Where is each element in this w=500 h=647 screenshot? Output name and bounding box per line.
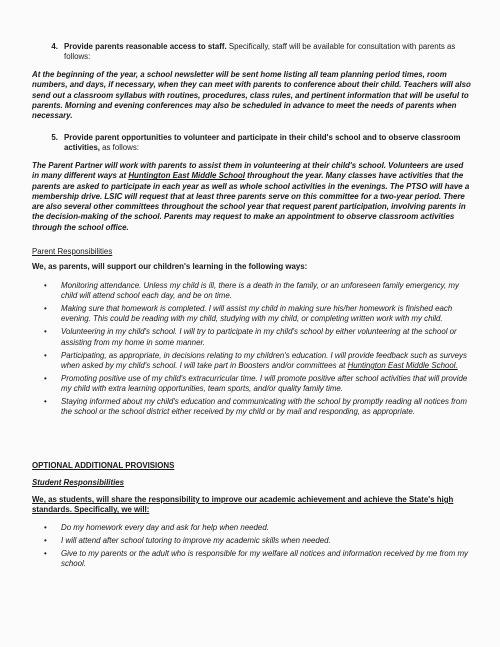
list-item: • Promoting positive use of my child's extracurricular time. I will promote positive after school activities that will provide my child with extra learning opportunities, team sports, and/or quality family time.	[44, 373, 468, 394]
item-4-heading: Provide parents reasonable access to staff.	[64, 42, 227, 51]
school-name: Huntington East Middle School	[128, 171, 245, 181]
bullet-icon: •	[44, 373, 47, 383]
item-5-rest: as follows:	[99, 143, 139, 153]
optional-provisions-heading: OPTIONAL ADDITIONAL PROVISIONS	[32, 461, 175, 470]
parent-responsibilities-list	[32, 281, 472, 420]
parent-responsibilities-intro: We, as parents, will support our children's learning in the following ways:	[32, 262, 308, 271]
access-paragraph: At the beginning of the year, a school newsletter will be sent home listing all team planning period times, room numbers, and days, if necessary, when they can meet with parents to conference about their child. Teachers will also send out a classroom syllabus with routines, procedures, class rules, and pertinent information that will be useful to parents. Morning and evening conferences may also be scheduled in advance to meet the needs of parents when necessary.	[32, 70, 471, 121]
list-item: • Making sure that homework is completed. I will assist my child in making sure his/her homework is finished each evening. This could be reading with my child, studying with my child, or completing written work with my child.	[44, 304, 453, 324]
item-4-rest: Specifically, staff will be available for consultation with parents as follows:	[64, 42, 456, 62]
bullet-icon: •	[44, 304, 47, 314]
bullet-icon: •	[44, 281, 47, 290]
school-name: Huntington East Middle School.	[347, 360, 458, 370]
parent-responsibilities-heading: Parent Responsibilities	[32, 247, 113, 256]
bullet-icon: •	[44, 523, 47, 532]
list-item: • Monitoring attendance. Unless my child is ill, there is a death in the family, or an unforeseen family emergency, my child will attend school each day, and be on time.	[44, 281, 459, 301]
item-5	[32, 133, 472, 154]
bullet-icon: •	[44, 350, 47, 360]
list-item: • Volunteering in my child's school. I will try to participate in my child's school by either volunteering at the school or assisting from my home in some manner.	[44, 327, 457, 347]
student-responsibilities-intro: We, as students, will share the responsibility to improve our academic achievement and achieve the State's high standards. Specifically, we will:	[32, 495, 454, 515]
list-item: • I will attend after school tutoring to improve my academic skills when needed.	[44, 535, 331, 545]
volunteer-text-after: throughout the year. Many classes have activities that the parents are asked to participate in each year as well as whole school activities in the evenings. The PTSO will have a membership drive. LSIC will request that at least three parents serve on this committee for a two-year period. There are also several other committees throughout the school year that request parent participation, involving parents in the decision-making of the school. Parents may request to make an appointment to observe classroom activities through the school office.	[32, 171, 470, 232]
item-4	[32, 42, 472, 63]
item-4-number: 4.	[51, 42, 58, 51]
item-5-heading: Provide parent opportunities to volunteer and participate in their child's school and to observe classroom activities,	[64, 133, 461, 153]
list-item: • Participating, as appropriate, in decisions relating to my children's education. I will provide feedback such as surveys when asked by my child's school. I will take part in Boosters and/or committees at Huntington East Middle School.	[44, 350, 467, 370]
bullet-icon: •	[44, 327, 47, 337]
list-item: • Give to my parents or the adult who is responsible for my welfare all notices and information received by me from my school.	[44, 548, 468, 569]
volunteer-text-before: The Parent Partner will work with parents to assist them in volunteering at their child's school. Volunteers are used in many different ways at	[32, 161, 464, 181]
student-responsibilities-heading: Student Responsibilities	[32, 478, 125, 487]
list-item: • Staying informed about my child's education and communicating with the school by promptly reading all notices from the school or the school district either received by my child or by mail and responding, as appropriate.	[44, 396, 467, 417]
bullet-icon: •	[44, 396, 47, 406]
bullet-icon: •	[44, 535, 47, 545]
bullet-icon: •	[44, 548, 47, 558]
item-5-number: 5.	[51, 133, 58, 142]
student-responsibilities-list	[32, 523, 472, 572]
list-item: • Do my homework every day and ask for help when needed.	[44, 523, 269, 532]
volunteer-paragraph	[32, 161, 472, 233]
